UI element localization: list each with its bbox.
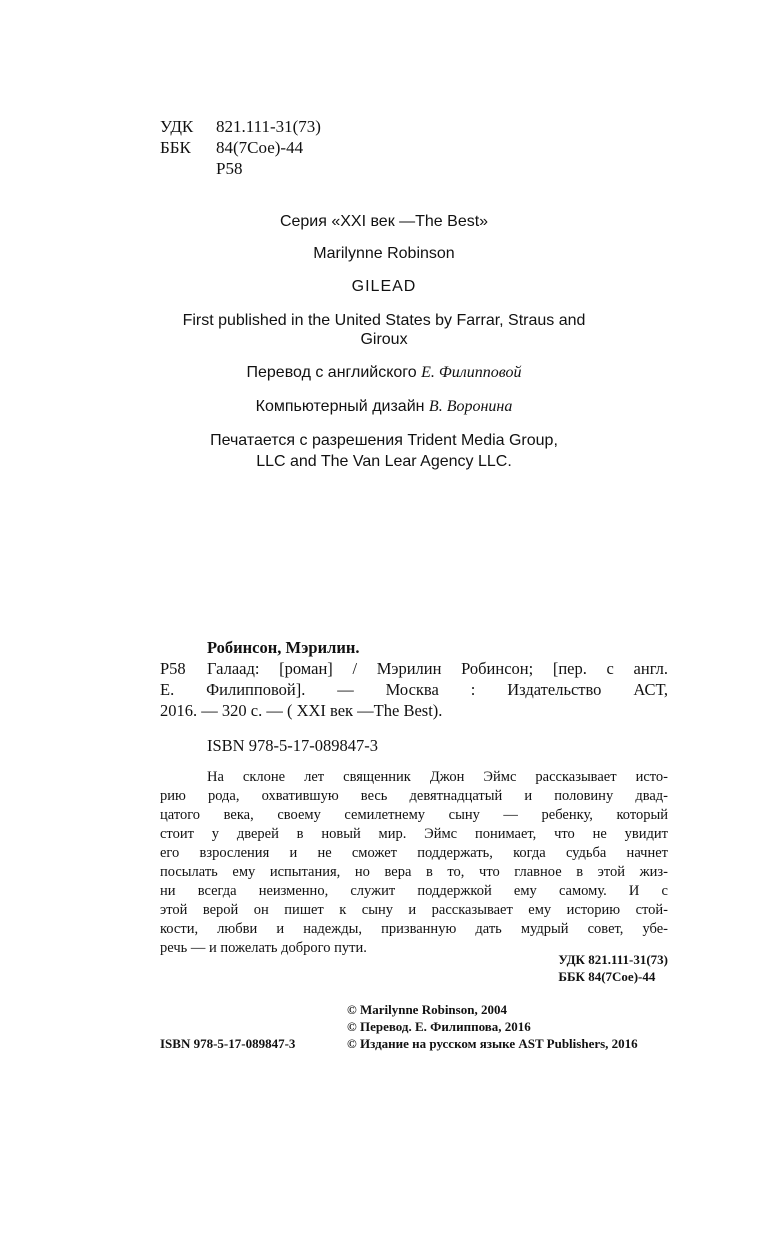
permission-line-2: LLC and The Van Lear Agency LLC. — [256, 453, 512, 470]
bottom-udk: УДК 821.111-31(73) — [558, 952, 668, 967]
permission-line-1: Печатается с разрешения Trident Media Group, — [210, 432, 558, 449]
bottom-isbn: ISBN 978-5-17-089847-3 — [160, 1036, 296, 1051]
bib-line-3: 2016. — 320 с. — ( XXI век —The Best). — [160, 701, 443, 720]
annotation-line: посылать ему испытания, но вера в то, что главное в этой жиз- — [160, 864, 668, 880]
bibliographic-record — [160, 637, 668, 721]
bib-line-1: Галаад: [роман] / Мэрилин Робинсон; [пер. с англ. — [207, 659, 668, 678]
author-mark-key — [160, 158, 216, 179]
udk-key: УДК — [160, 117, 194, 136]
annotation-line: кости, любви и надежды, призванную дать мудрый совет, убе- — [160, 921, 668, 937]
udk-row — [160, 116, 321, 137]
first-published-line-2: Giroux — [360, 331, 408, 348]
design-prefix: Компьютерный дизайн — [255, 398, 425, 415]
bottom-bbk: ББК 84(7Сое)-44 — [558, 969, 656, 984]
author-mark-value: Р58 — [216, 159, 243, 178]
copyright-block — [347, 1001, 638, 1052]
annotation-line: На склоне лет священник Джон Эймс рассказывает исто- — [207, 769, 668, 785]
series-line — [0, 213, 768, 231]
classification-codes — [160, 116, 321, 179]
bib-entry — [160, 658, 668, 721]
copyright-line: © Marilynne Robinson, 2004 — [347, 1002, 507, 1017]
author-en-text: Marilynne Robinson — [313, 245, 455, 262]
bib-author: Робинсон, Мэрилин. — [207, 638, 360, 657]
udk-value: 821.111-31(73) — [216, 117, 321, 136]
annotation-line: речь — и пожелать доброго пути. — [160, 940, 367, 956]
first-published — [0, 311, 768, 349]
translation-line — [0, 364, 768, 382]
designer-name: В. Воронина — [428, 398, 513, 415]
bbk-key: ББК — [160, 138, 191, 157]
copyright-line: © Перевод. Е. Филиппова, 2016 — [347, 1019, 531, 1034]
translation-prefix: Перевод с английского — [246, 364, 417, 381]
annotation — [160, 768, 668, 958]
series-text: Серия «XXI век —The Best» — [279, 213, 489, 230]
bbk-row — [160, 137, 321, 158]
bib-code: Р58 — [160, 659, 186, 678]
annotation-line: ни всегда неизменно, служит поддержкой ему самому. И с — [160, 883, 668, 899]
annotation-line: рию рода, охватившую весь девятнадцатый и половину двад- — [160, 788, 668, 804]
annotation-line: цатого века, своему семилетнему сыну — ребенку, который — [160, 807, 668, 823]
bib-line-2: Е. Филипповой]. — Москва : Издательство АСТ, — [160, 680, 668, 699]
copyright-line: © Издание на русском языке AST Publishers, 2016 — [347, 1036, 638, 1051]
annotation-line: его взросления и не сможет поддержать, когда судьба начнет — [160, 845, 668, 861]
permission — [0, 430, 768, 472]
first-published-line-1: First published in the United States by Farrar, Straus and — [182, 312, 586, 329]
translator-name: Е. Филипповой — [421, 364, 522, 381]
author-en-line — [0, 245, 768, 263]
bib-isbn: ISBN 978-5-17-089847-3 — [207, 736, 378, 755]
author-mark-row — [160, 158, 321, 179]
title-en-text: GILEAD — [351, 278, 417, 295]
bottom-classification — [558, 951, 668, 985]
title-en-line — [0, 278, 768, 296]
design-line — [0, 398, 768, 416]
bbk-value: 84(7Сое)-44 — [216, 138, 304, 157]
annotation-line: этой верой он пишет к сыну и рассказывает ему историю стой- — [160, 902, 668, 918]
annotation-line: стоит у дверей в новый мир. Эймс понимает, что не увидит — [160, 826, 668, 842]
